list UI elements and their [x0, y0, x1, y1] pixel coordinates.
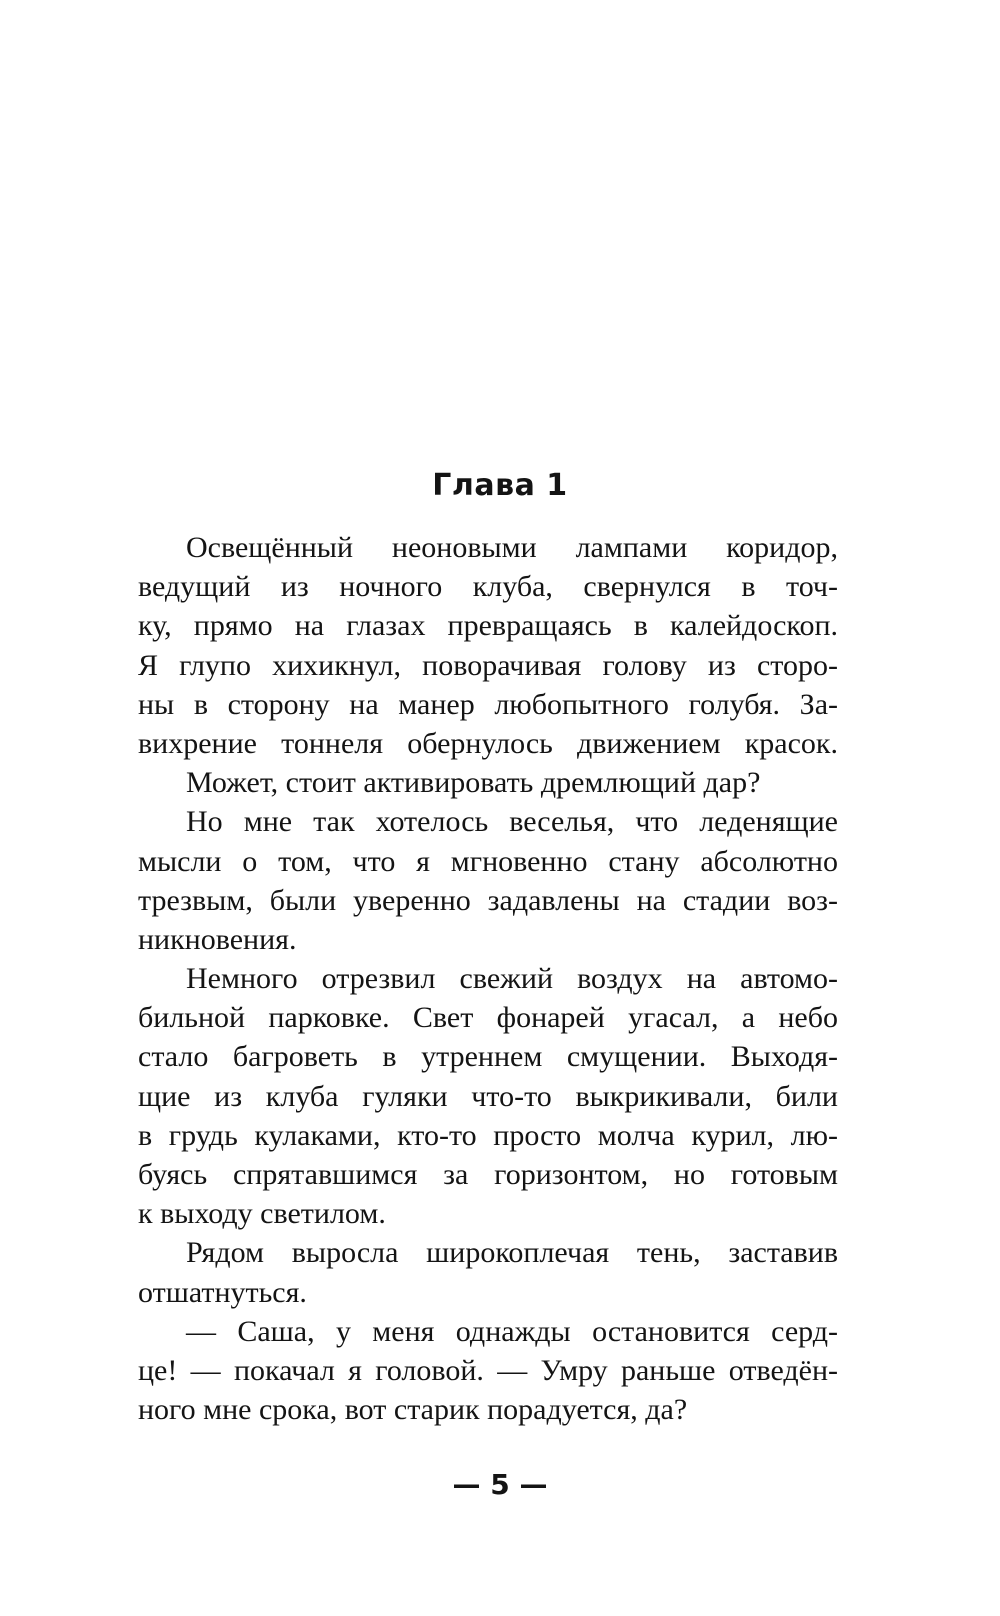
text-line: Я глупо хихикнул, поворачивая голову из сторо- [138, 648, 838, 682]
page-number: — 5 — [452, 1468, 548, 1501]
text-line: буясь спрятавшимся за горизонтом, но готовым [138, 1158, 838, 1191]
text-line: Рядом выросла широкоплечая тень, заставив [186, 1236, 838, 1270]
text-line: бильной парковке. Свет фонарей угасал, а небо [138, 1001, 838, 1035]
text-line: Освещённый неоновыми лампами коридор, [186, 531, 838, 564]
text-line: Может, стоит активировать дремлющий дар? [186, 766, 761, 800]
text-line: щие из клуба гуляки что-то выкрикивали, били [138, 1079, 838, 1113]
text-line: никновения. [138, 922, 297, 956]
body-text [138, 528, 838, 1429]
text-line: це! — покачал я головой. — Умру раньше отведён- [138, 1353, 838, 1387]
text-line: стало багроветь в утреннем смущении. Выходя- [138, 1040, 838, 1074]
text-line: ны в сторону на манер любопытного голубя. За- [138, 687, 838, 721]
text-line: Но мне так хотелось веселья, что леденящие [186, 805, 838, 839]
text-line: Немного отрезвил свежий воздух на автомо- [186, 962, 838, 996]
text-line: отшатнуться. [138, 1275, 307, 1309]
chapter-title: Глава 1 [432, 468, 568, 503]
text-line: вихрение тоннеля обернулось движением красок. [138, 726, 838, 760]
text-line: к выходу светилом. [138, 1197, 386, 1231]
text-line: ного мне срока, вот старик порадуется, да? [138, 1393, 688, 1427]
text-line: мысли о том, что я мгновенно стану абсолютно [138, 844, 838, 878]
text-line: — Саша, у меня однажды остановится серд- [186, 1314, 838, 1348]
text-line: ку, прямо на глазах превращаясь в калейдоскоп. [138, 609, 838, 643]
text-line: трезвым, были уверенно задавлены на стадии воз- [138, 883, 838, 917]
text-line: ведущий из ночного клуба, свернулся в точ- [138, 570, 838, 604]
text-line: в грудь кулаками, кто-то просто молча курил, лю- [138, 1118, 838, 1152]
